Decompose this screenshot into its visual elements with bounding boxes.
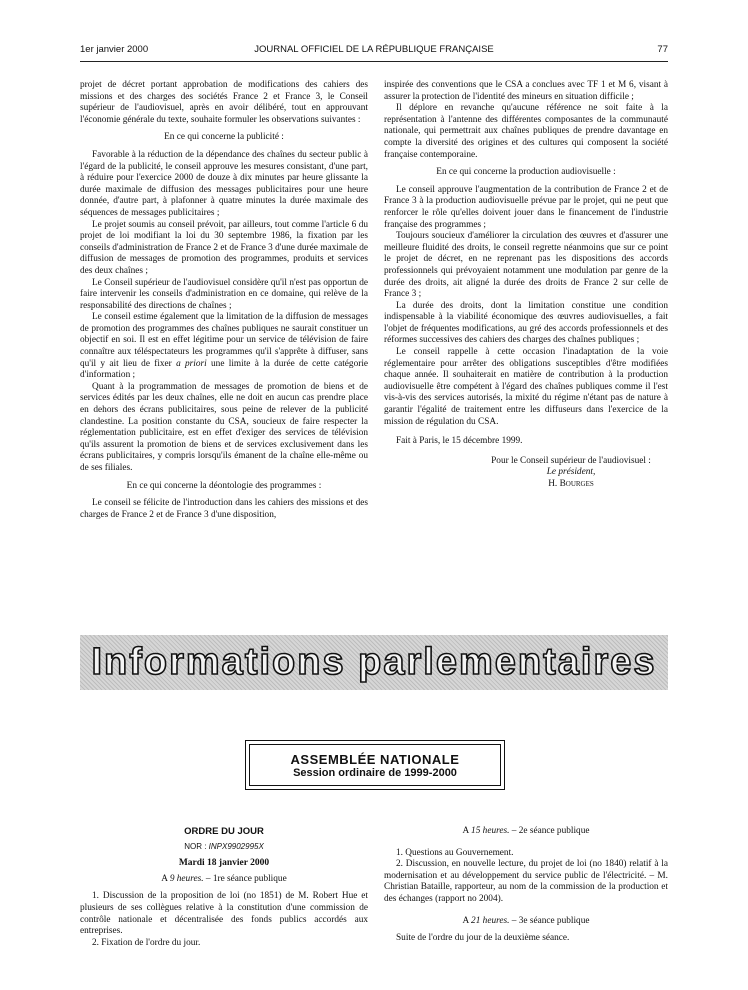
nor-label: NOR : [184, 841, 207, 851]
signature-title [474, 467, 668, 479]
session-heading [384, 916, 668, 928]
paragraph: Favorable à la réduction de la dépendance des chaînes du secteur public à l'égard de la publicité, le conseil approuve les mesures consistant, d'une part, à réduire pour l'exercice 2000 de douze à dix minutes par heure glissante la durée maximale de diffusion des messages publicitaires pour une heure donnée, d'autre part, à plafonner à quatre minutes la durée maximale des séquences de messages publicitaires ; [80, 149, 368, 218]
paragraph: Le Conseil supérieur de l'audiovisuel considère qu'il n'est pas opportun de faire intervenir les conseils d'administration en ce domaine, qui relève de la responsabilité des directions de chaînes ; [80, 277, 368, 311]
paragraph: Le conseil approuve l'augmentation de la contribution de France 2 et de France 3 à la production audiovisuelle prévue par le projet, qui ne peut que renforcer le rôle qu'elles doivent jouer dans le financement de l'industrie française des programmes ; [384, 184, 668, 230]
section-heading: En ce qui concerne la déontologie des programmes : [126, 480, 322, 491]
agenda-date: Mardi 18 janvier 2000 [178, 858, 270, 869]
nor-code: INPX9902995X [208, 841, 264, 851]
paragraph [80, 312, 368, 382]
header-rule [80, 61, 668, 62]
assembly-box [245, 740, 505, 790]
paragraph: Le conseil rappelle à cette occasion l'inadaptation de la voie réglementaire pour arrêter des obligations susceptibles d'être modifiées chaque année. Il souhaiterait en matière de contribution à la production audiovisuelle être compétent à l'égard des chaînes publiques comme il l'est vis-à-vis des services autorisés, la mixité du régime n'étant pas de nature à garantir l'égalité de traitement entre les diffuseurs dans l'exercice de la mission de régulation du CSA. [384, 347, 668, 427]
section-heading: En ce qui concerne la publicité : [164, 132, 284, 143]
paragraph: Quant à la programmation de messages de promotion de biens et de services édités par les deux chaînes, elle ne doit en aucun cas prendre place en dehors des écrans publicitaires, sous peine de relever de la publicité clandestine. La position constante du CSA, soucieux de faire respecter la réglementation publicitaire, est en effet d'exiger des services de télévision qu'ils assurent la promotion de biens et de services exclusivement dans les écrans publicitaires, y compris lorsqu'ils émanent de la chaîne elle-même ou de ses filiales. [80, 381, 368, 473]
session-label: – 1re séance publique [205, 873, 287, 884]
paragraph: inspirée des conventions que le CSA a conclues avec TF 1 et M 6, visant à assurer la protection de l'identité des mineurs en situation difficile ; [384, 80, 668, 102]
paragraph: Le conseil se félicite de l'introduction dans les cahiers des missions et des charges de France 2 et de France 3 d'une disposition, [80, 498, 368, 520]
session-heading [80, 874, 368, 886]
session-title: Session ordinaire de 1999-2000 [293, 766, 457, 779]
agenda-item: Suite de l'ordre du jour de la deuxième séance. [396, 933, 570, 944]
paragraph: Il déplore en revanche qu'aucune référence ne soit faite à la représentation à l'antenne des différentes composantes de la communauté nationale, qui permettrait aux chaînes publiques de prendre davantage en compte la diversité des origines et des cultures qui composent la société française contemporaine. [384, 103, 668, 160]
header-date: 1er janvier 2000 [80, 44, 149, 55]
paragraph-text: une limite à la durée de cette catégorie d'information ; [80, 358, 369, 381]
session-label: – 3e séance publique [511, 915, 590, 926]
agenda-item: 2. Fixation de l'ordre du jour. [92, 937, 201, 948]
page-header [80, 44, 668, 58]
agenda-left [80, 826, 368, 949]
nor-reference [80, 841, 368, 853]
journal-title: JOURNAL OFFICIEL DE LA RÉPUBLIQUE FRANÇAISE [254, 44, 494, 55]
agenda-heading: ORDRE DU JOUR [184, 826, 264, 837]
place-date: Fait à Paris, le 15 décembre 1999. [396, 436, 523, 447]
paragraph-text: Le conseil estime également que la limitation de la diffusion de messages de promotion des programmes des chaînes publiques ne saurait constituer un objectif en soi. Il est en effet légitime pour un service de télévision de faire connaître aux téléspectateurs les programmes qu'il s'apprête à diffuser, sans qu'il y ait lieu de fixer [80, 312, 368, 369]
session-prefix: A [462, 915, 469, 926]
paragraph: projet de décret portant approbation de modifications des cahiers des missions et des charges des sociétés France 2 et France 3, le Conseil supérieur de l'audiovisuel, après en avoir délibéré, tout en approuvant l'économie générale du texte, souhaite formuler les observations suivantes : [80, 80, 368, 125]
agenda-item: 2. Discussion, en nouvelle lecture, du projet de loi (no 1840) relatif à la modernisation et au développement du service public de l'électricité. – M. Christian Bataille, rapporteur, au nom de la commission de la production et des échanges (rapport no 2004). [384, 859, 668, 904]
banner-title: Informations parlementaires [91, 641, 657, 683]
session-time: 21 heures. [471, 915, 510, 926]
assembly-title: ASSEMBLÉE NATIONALE [290, 751, 460, 767]
session-heading [384, 826, 668, 838]
session-time: 9 heures. [169, 873, 204, 884]
paragraph: Le projet soumis au conseil prévoit, par ailleurs, tout comme l'article 6 du projet de loi modifiant la loi du 30 septembre 1986, la fixation par les conseils d'administration de France 2 et de France 3 d'une durée maximale de diffusion de messages de promotion des programmes, produits et services des deux chaînes ; [80, 219, 368, 276]
session-prefix: A [462, 826, 469, 836]
paragraph: La durée des droits, dont la limitation constitue une condition indispensable à la viabilité économique des œuvres audiovisuelles, a fait l'objet de fréquentes modifications, au gré des accords professionnels et des réformes successives des cahiers des charges des chaînes publiques ; [384, 300, 668, 346]
session-label: – 2e séance publique [511, 826, 590, 836]
agenda-item: 1. Discussion de la proposition de loi (no 1851) de M. Robert Hue et plusieurs de ses collègues relative à la constitution d'une commission de contrôle nationale et décentralisée des fonds publics accordés aux entreprises. [80, 891, 368, 937]
page-number: 77 [657, 44, 668, 55]
right-column [384, 80, 668, 491]
signature-role: Le président, [546, 467, 596, 478]
left-column [80, 80, 368, 521]
italic-term: a priori [176, 358, 207, 369]
section-heading: En ce qui concerne la production audiovisuelle : [436, 167, 616, 178]
agenda-item: 1. Questions au Gouvernement. [396, 847, 514, 858]
session-prefix: A [161, 873, 168, 884]
section-banner [80, 635, 668, 690]
signature-line: Pour le Conseil supérieur de l'audiovisuel : [491, 455, 651, 466]
session-time: 15 heures. [471, 826, 510, 836]
paragraph: Toujours soucieux d'améliorer la circulation des œuvres et d'assurer une meilleure fluidité des droits, le conseil regrette néanmoins que sur ce point le projet de décret, en ne reprenant pas les dispositions des accords professionnels qui prévoyaient notamment une modulation par genre de la durée des droits, ait aligné la durée des droits de France 2 sur celle de France 3 ; [384, 231, 668, 300]
signature-name: H. Bourges [548, 479, 594, 489]
agenda-right [384, 826, 668, 945]
assembly-box-inner [249, 744, 501, 786]
